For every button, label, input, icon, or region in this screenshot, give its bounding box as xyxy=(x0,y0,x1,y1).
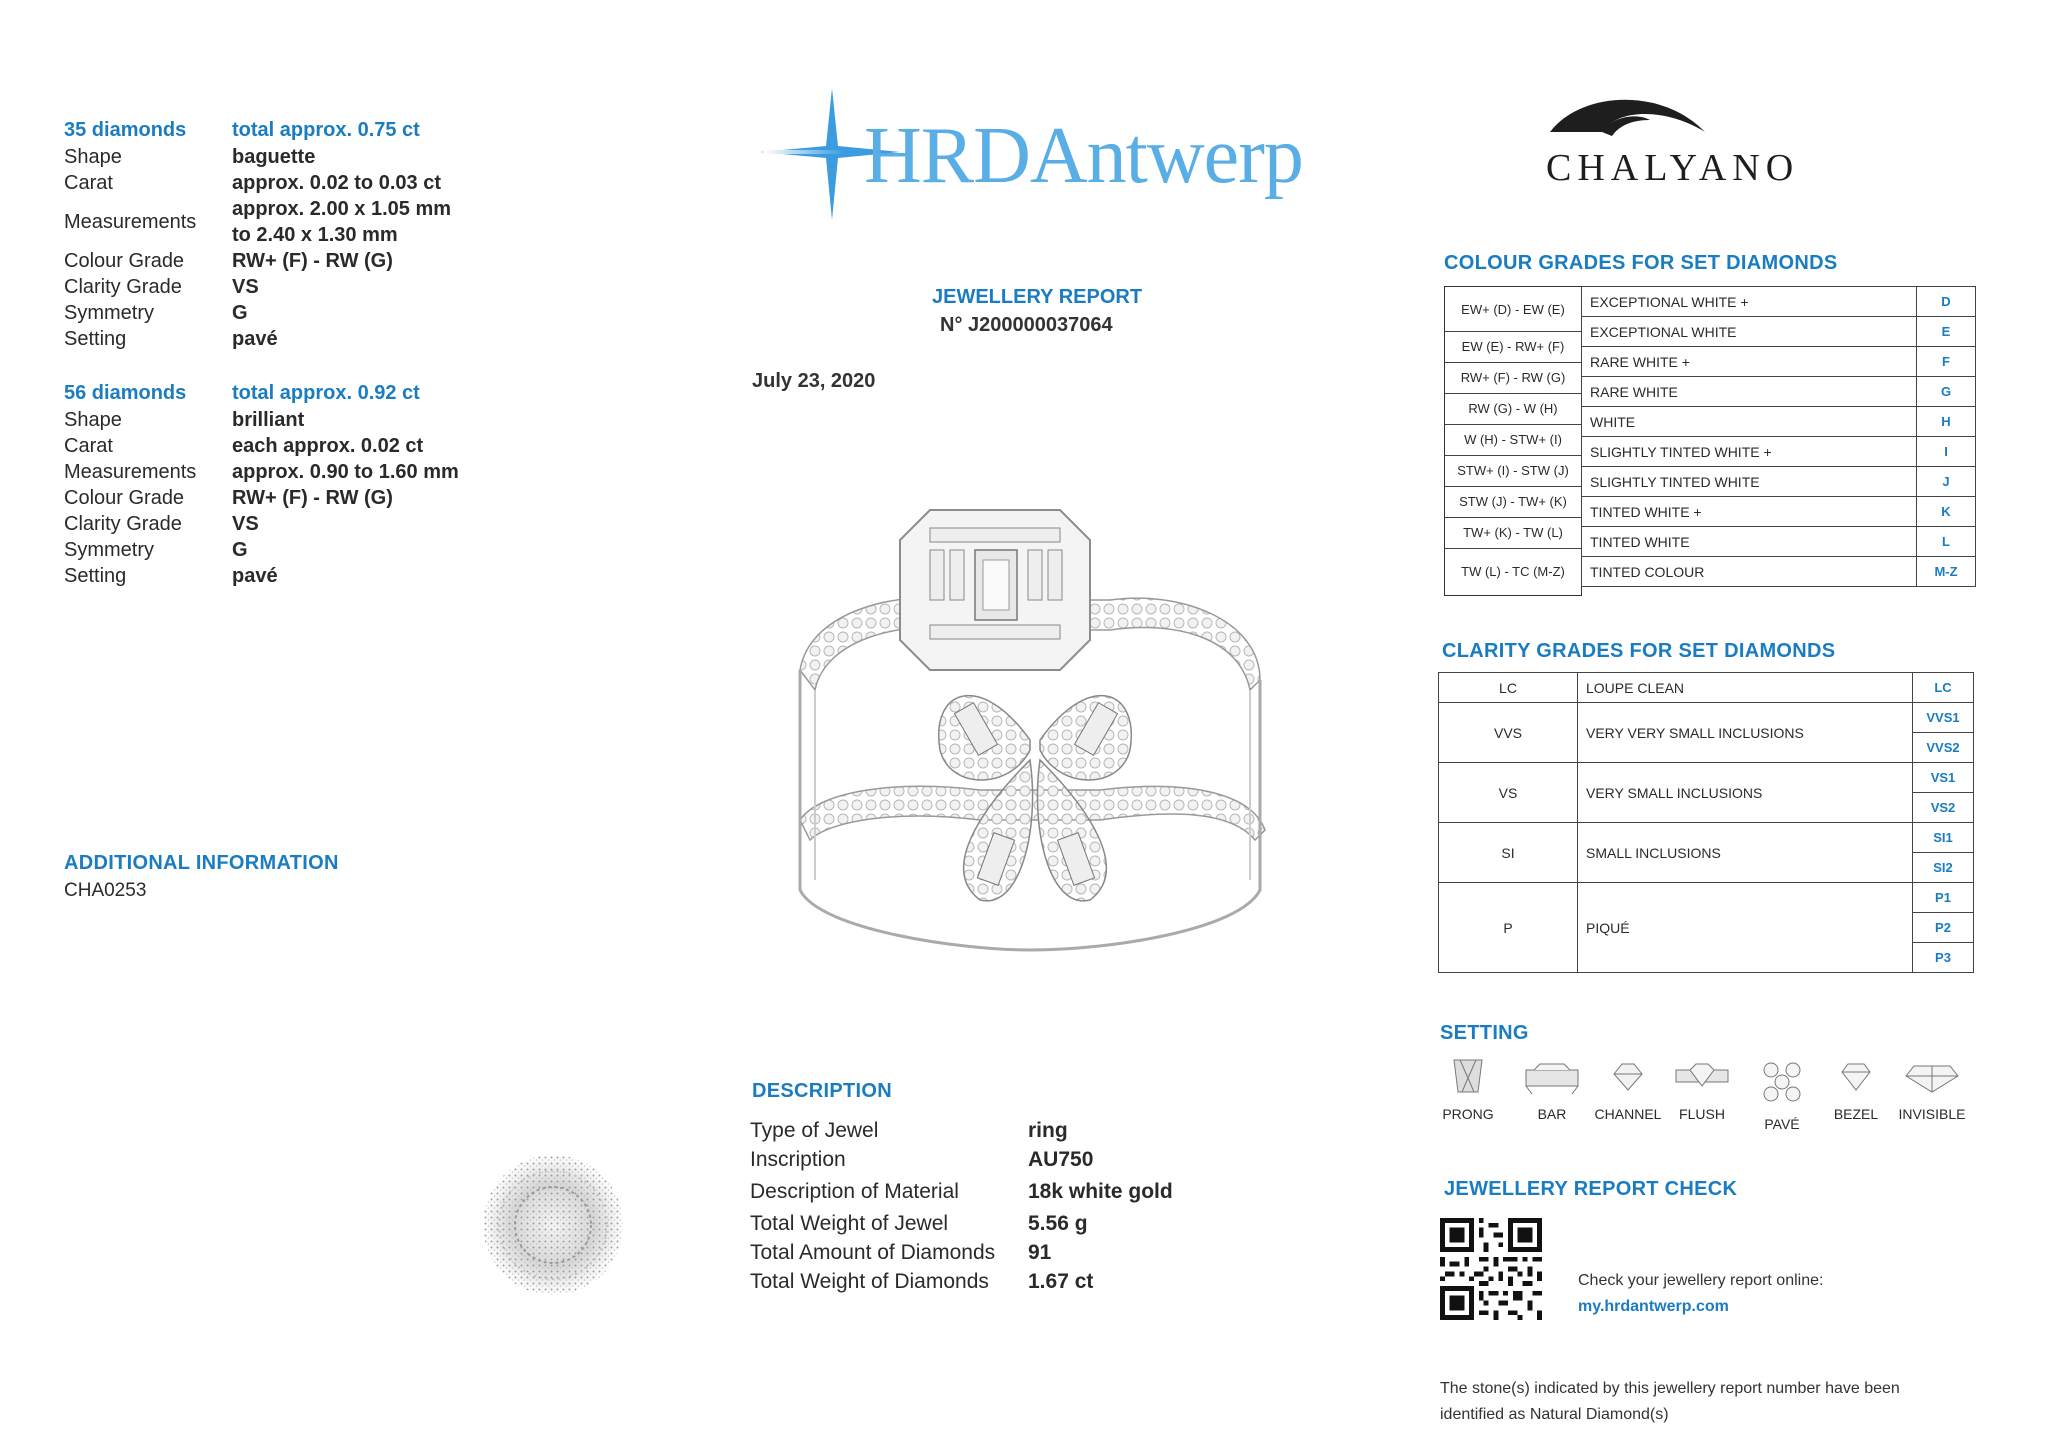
grade-range: W (H) - STW+ (I) xyxy=(1445,424,1581,456)
grade-code: K xyxy=(1917,497,1976,527)
setting-label: INVISIBLE xyxy=(1898,1106,1966,1122)
setting-flush xyxy=(1662,1056,1742,1122)
spec-value: RW+ (F) - RW (G) xyxy=(232,250,393,272)
logo-wordmark: HRDAntwerp xyxy=(864,112,1303,200)
setting-label: PAVÉ xyxy=(1764,1116,1800,1132)
desc-value: 91 xyxy=(1028,1241,1052,1264)
clarity-code: P1 xyxy=(1913,883,1974,913)
spec-label: Clarity Grade xyxy=(64,513,182,535)
grade-range: EW+ (D) - EW (E) xyxy=(1445,287,1581,332)
qr-code-icon[interactable] xyxy=(1440,1218,1542,1320)
report-number: N° J200000037064 xyxy=(940,314,1113,336)
desc-label: Total Amount of Diamonds xyxy=(750,1241,996,1264)
group-count: 56 diamonds xyxy=(64,382,187,404)
report-check-link[interactable]: my.hrdantwerp.com xyxy=(1578,1298,1729,1315)
spec-value xyxy=(232,196,451,248)
desc-value: 5.56 g xyxy=(1028,1212,1088,1235)
clarity-code: SI1 xyxy=(1913,823,1974,853)
setting-title: SETTING xyxy=(1440,1022,1529,1044)
clarity-code: P3 xyxy=(1913,943,1974,973)
spec-value: pavé xyxy=(232,328,278,350)
table-row xyxy=(1582,287,1976,317)
table-row xyxy=(1582,317,1976,347)
spec-value: RW+ (F) - RW (G) xyxy=(232,487,393,509)
grade-code: E xyxy=(1917,317,1976,347)
clarity-code: VS2 xyxy=(1913,793,1974,823)
group-count: 35 diamonds xyxy=(64,119,187,141)
clarity-name: VERY VERY SMALL INCLUSIONS xyxy=(1578,703,1913,763)
report-check-title: JEWELLERY REPORT CHECK xyxy=(1444,1178,1738,1200)
spec-label: Setting xyxy=(64,565,127,587)
spec-value: pavé xyxy=(232,565,278,587)
spec-label: Shape xyxy=(64,146,122,168)
desc-label: Total Weight of Jewel xyxy=(750,1212,949,1235)
spec-value-line: approx. 2.00 x 1.05 mm xyxy=(232,198,452,220)
grade-name: RARE WHITE xyxy=(1582,377,1917,407)
bar-setting-icon xyxy=(1522,1056,1582,1096)
table-row xyxy=(1582,527,1976,557)
spec-value: VS xyxy=(232,276,259,298)
grade-range: TW (L) - TC (M-Z) xyxy=(1461,564,1565,579)
clarity-name: SMALL INCLUSIONS xyxy=(1578,823,1913,883)
table-row xyxy=(1439,823,1974,853)
table-row xyxy=(1582,407,1976,437)
hologram-seal xyxy=(478,1150,628,1305)
grade-code: D xyxy=(1917,287,1976,317)
grade-code: H xyxy=(1917,407,1976,437)
desc-label: Total Weight of Diamonds xyxy=(750,1270,989,1293)
grade-name: TINTED COLOUR xyxy=(1582,557,1917,587)
channel-setting-icon xyxy=(1608,1056,1648,1096)
clarity-grades-title: CLARITY GRADES FOR SET DIAMONDS xyxy=(1442,640,1836,662)
brand-name: CHALYANO xyxy=(1546,147,1800,189)
spec-label: Setting xyxy=(64,328,127,350)
spec-label: Symmetry xyxy=(64,302,154,324)
desc-label: Inscription xyxy=(750,1148,846,1171)
grade-name: EXCEPTIONAL WHITE xyxy=(1582,317,1917,347)
hrd-antwerp-logo xyxy=(760,88,1320,233)
clarity-name: PIQUÉ xyxy=(1578,883,1913,973)
spec-value: each approx. 0.02 ct xyxy=(232,435,424,457)
additional-info-value: CHA0253 xyxy=(64,880,147,901)
clarity-code: VS1 xyxy=(1913,763,1974,793)
table-row xyxy=(1439,763,1974,793)
grade-name: EXCEPTIONAL WHITE + xyxy=(1582,287,1917,317)
desc-value: 18k white gold xyxy=(1028,1180,1173,1203)
invisible-setting-icon xyxy=(1902,1056,1962,1096)
setting-prong xyxy=(1428,1056,1508,1122)
spec-value: VS xyxy=(232,513,259,535)
grade-code: F xyxy=(1917,347,1976,377)
table-row xyxy=(1582,557,1976,587)
footer-note xyxy=(1440,1376,1900,1428)
clarity-code: P2 xyxy=(1913,913,1974,943)
clarity-group: VS xyxy=(1439,763,1578,823)
prong-setting-icon xyxy=(1448,1056,1488,1096)
footer-line: The stone(s) indicated by this jewellery report number have been xyxy=(1440,1380,1900,1397)
spec-value: G xyxy=(232,302,248,324)
grade-range: RW (G) - W (H) xyxy=(1445,393,1581,425)
grade-range: STW (J) - TW+ (K) xyxy=(1445,486,1581,518)
report-date: July 23, 2020 xyxy=(752,370,876,392)
setting-channel xyxy=(1588,1056,1668,1122)
spec-value: approx. 0.02 to 0.03 ct xyxy=(232,172,441,194)
spec-value-line: to 2.40 x 1.30 mm xyxy=(232,224,398,246)
colour-grade-ranges xyxy=(1444,286,1582,596)
grade-code: I xyxy=(1917,437,1976,467)
table-row xyxy=(1439,883,1974,913)
table-row xyxy=(1582,497,1976,527)
report-check-text: Check your jewellery report online: xyxy=(1578,1272,1824,1289)
table-row xyxy=(1582,437,1976,467)
setting-label: FLUSH xyxy=(1679,1106,1725,1122)
description-title: DESCRIPTION xyxy=(752,1080,892,1102)
table-row xyxy=(1582,467,1976,497)
desc-value: 1.67 ct xyxy=(1028,1270,1094,1293)
spec-value: approx. 0.90 to 1.60 mm xyxy=(232,461,459,483)
diamond-group-baguette xyxy=(64,116,484,352)
clarity-name: LOUPE CLEAN xyxy=(1578,673,1913,703)
setting-bezel xyxy=(1816,1056,1896,1122)
clarity-grades-table xyxy=(1438,672,1974,973)
chalyano-mark-icon xyxy=(1540,92,1710,148)
desc-label: Description of Material xyxy=(750,1180,959,1203)
setting-bar xyxy=(1512,1056,1592,1122)
clarity-group: LC xyxy=(1439,673,1578,703)
spec-value: G xyxy=(232,539,248,561)
grade-name: RARE WHITE + xyxy=(1582,347,1917,377)
desc-value: AU750 xyxy=(1028,1148,1094,1171)
pave-setting-icon xyxy=(1757,1056,1807,1106)
description-table xyxy=(750,1116,1270,1296)
grade-name: SLIGHTLY TINTED WHITE xyxy=(1582,467,1917,497)
colour-grades-table xyxy=(1581,286,1976,587)
table-row xyxy=(1439,673,1974,703)
spec-value: brilliant xyxy=(232,409,305,431)
spec-label: Measurements xyxy=(64,461,197,483)
desc-value: ring xyxy=(1028,1119,1068,1142)
grade-name: SLIGHTLY TINTED WHITE + xyxy=(1582,437,1917,467)
clarity-code: VVS2 xyxy=(1913,733,1974,763)
table-row xyxy=(1439,703,1974,733)
spec-label: Carat xyxy=(64,435,113,457)
setting-label: CHANNEL xyxy=(1594,1106,1662,1122)
spec-value: baguette xyxy=(232,146,316,168)
spec-label: Symmetry xyxy=(64,539,154,561)
report-title: JEWELLERY REPORT xyxy=(932,286,1143,308)
grade-code: J xyxy=(1917,467,1976,497)
grade-code: G xyxy=(1917,377,1976,407)
flush-setting-icon xyxy=(1672,1056,1732,1096)
clarity-group: VVS xyxy=(1439,703,1578,763)
colour-grades-title: COLOUR GRADES FOR SET DIAMONDS xyxy=(1444,252,1838,274)
clarity-name: VERY SMALL INCLUSIONS xyxy=(1578,763,1913,823)
clarity-code: SI2 xyxy=(1913,853,1974,883)
chalyano-logo xyxy=(1540,92,1710,153)
spec-label: Colour Grade xyxy=(64,487,185,509)
clarity-group: SI xyxy=(1439,823,1578,883)
spec-label: Colour Grade xyxy=(64,250,185,272)
clarity-group: P xyxy=(1439,883,1578,973)
jewel-photo xyxy=(780,490,1280,975)
grade-range: EW (E) - RW+ (F) xyxy=(1445,331,1581,363)
footer-line: identified as Natural Diamond(s) xyxy=(1440,1406,1669,1423)
grade-code: L xyxy=(1917,527,1976,557)
spec-label: Carat xyxy=(64,172,113,194)
group-total: total approx. 0.92 ct xyxy=(232,382,420,404)
group-total: total approx. 0.75 ct xyxy=(232,119,420,141)
diamond-group-brilliant xyxy=(64,379,484,589)
setting-pave xyxy=(1742,1056,1822,1132)
spec-label: Shape xyxy=(64,409,122,431)
grade-range: RW+ (F) - RW (G) xyxy=(1445,362,1581,394)
grade-name: TINTED WHITE xyxy=(1582,527,1917,557)
spec-label: Measurements xyxy=(64,211,197,233)
clarity-code: VVS1 xyxy=(1913,703,1974,733)
bezel-setting-icon xyxy=(1836,1056,1876,1096)
setting-label: BEZEL xyxy=(1833,1106,1879,1122)
grade-range: TW+ (K) - TW (L) xyxy=(1445,517,1581,549)
grade-range: STW+ (I) - STW (J) xyxy=(1445,455,1581,487)
desc-label: Type of Jewel xyxy=(750,1119,879,1142)
clarity-code: LC xyxy=(1913,673,1974,703)
grade-code: M-Z xyxy=(1917,557,1976,587)
setting-label: PRONG xyxy=(1442,1106,1494,1122)
setting-invisible xyxy=(1892,1056,1972,1122)
table-row xyxy=(1582,377,1976,407)
grade-name: WHITE xyxy=(1582,407,1917,437)
additional-info-title: ADDITIONAL INFORMATION xyxy=(64,852,339,874)
table-row xyxy=(1582,347,1976,377)
grade-name: TINTED WHITE + xyxy=(1582,497,1917,527)
setting-label: BAR xyxy=(1537,1106,1567,1122)
spec-label: Clarity Grade xyxy=(64,276,182,298)
